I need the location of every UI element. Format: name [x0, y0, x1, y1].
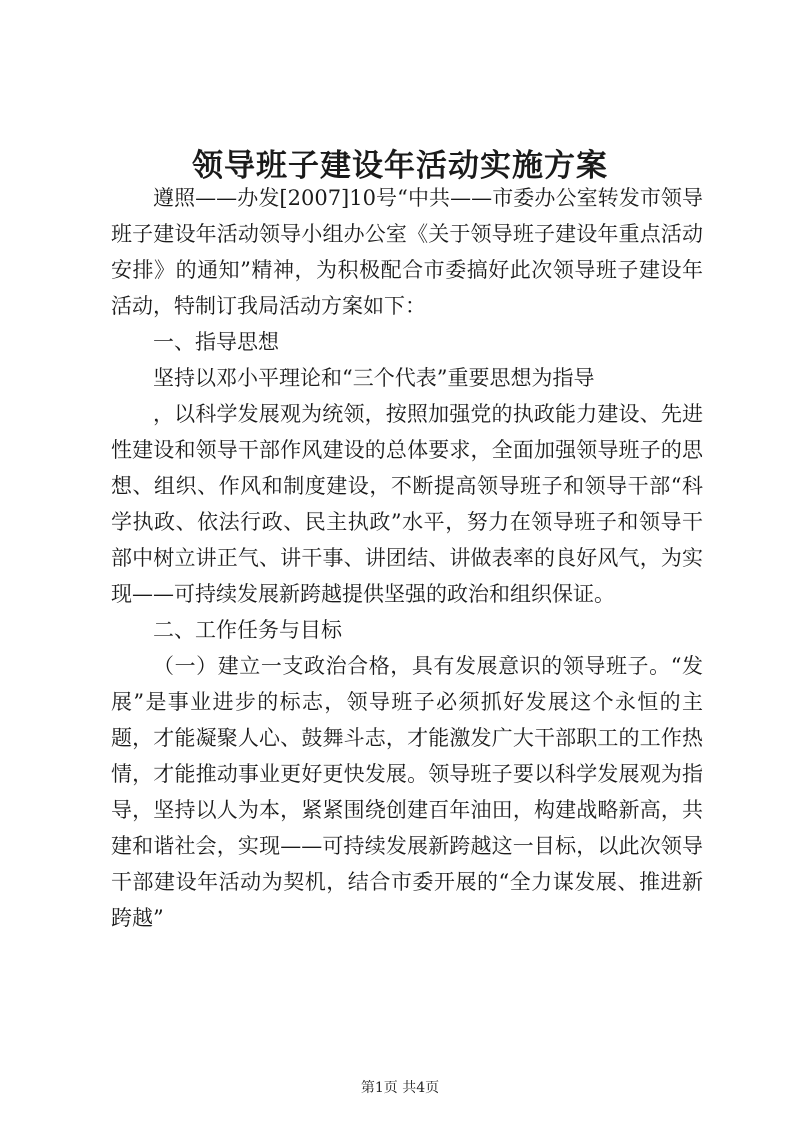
- page-footer: 第1页 共4页: [360, 1080, 440, 1096]
- section-1-paragraph-1: 坚持以邓小平理论和“三个代表”重要思想为指导: [153, 366, 595, 390]
- intro-paragraph: 遵照——办发[2007]10号“中共——市委办公室转发市领导班子建设年活动领导小组办公室《关于领导班子建设年重点活动安排》的通知”精神，为积极配合市委搞好此次领导班子建设年活动，特制订我局活动方案如下：: [111, 186, 703, 318]
- section-2-paragraph-1: （一）建立一支政治合格，具有发展意识的领导班子。“发展”是事业进步的标志，领导班子必须抓好发展这个永恒的主题，才能凝聚人心、鼓舞斗志，才能激发广大干部职工的工作热情，才能推动事业更好更快发展。领导班子要以科学发展观为指导，坚持以人为本，紧紧围绕创建百年油田，构建战略新高，共建和谐社会，实现——可持续发展新跨越这一目标，以此次领导干部建设年活动为契机，结合市委开展的“全力谋发展、推进新跨越”: [111, 654, 703, 930]
- section-1-paragraph-2: ，以科学发展观为统领，按照加强党的执政能力建设、先进性建设和领导干部作风建设的总体要求，全面加强领导班子的思想、组织、作风和制度建设，不断提高领导班子和领导干部“科学执政、依法行政、民主执政”水平，努力在领导班子和领导干部中树立讲正气、讲干事、讲团结、讲做表率的良好风气，为实现——可持续发展新跨越提供坚强的政治和组织保证。: [111, 402, 703, 606]
- document-title: 领导班子建设年活动实施方案: [192, 148, 608, 184]
- document-body: [111, 180, 703, 936]
- section-1-heading: 一、指导思想: [153, 330, 279, 354]
- section-2-heading: 二、工作任务与目标: [153, 618, 342, 642]
